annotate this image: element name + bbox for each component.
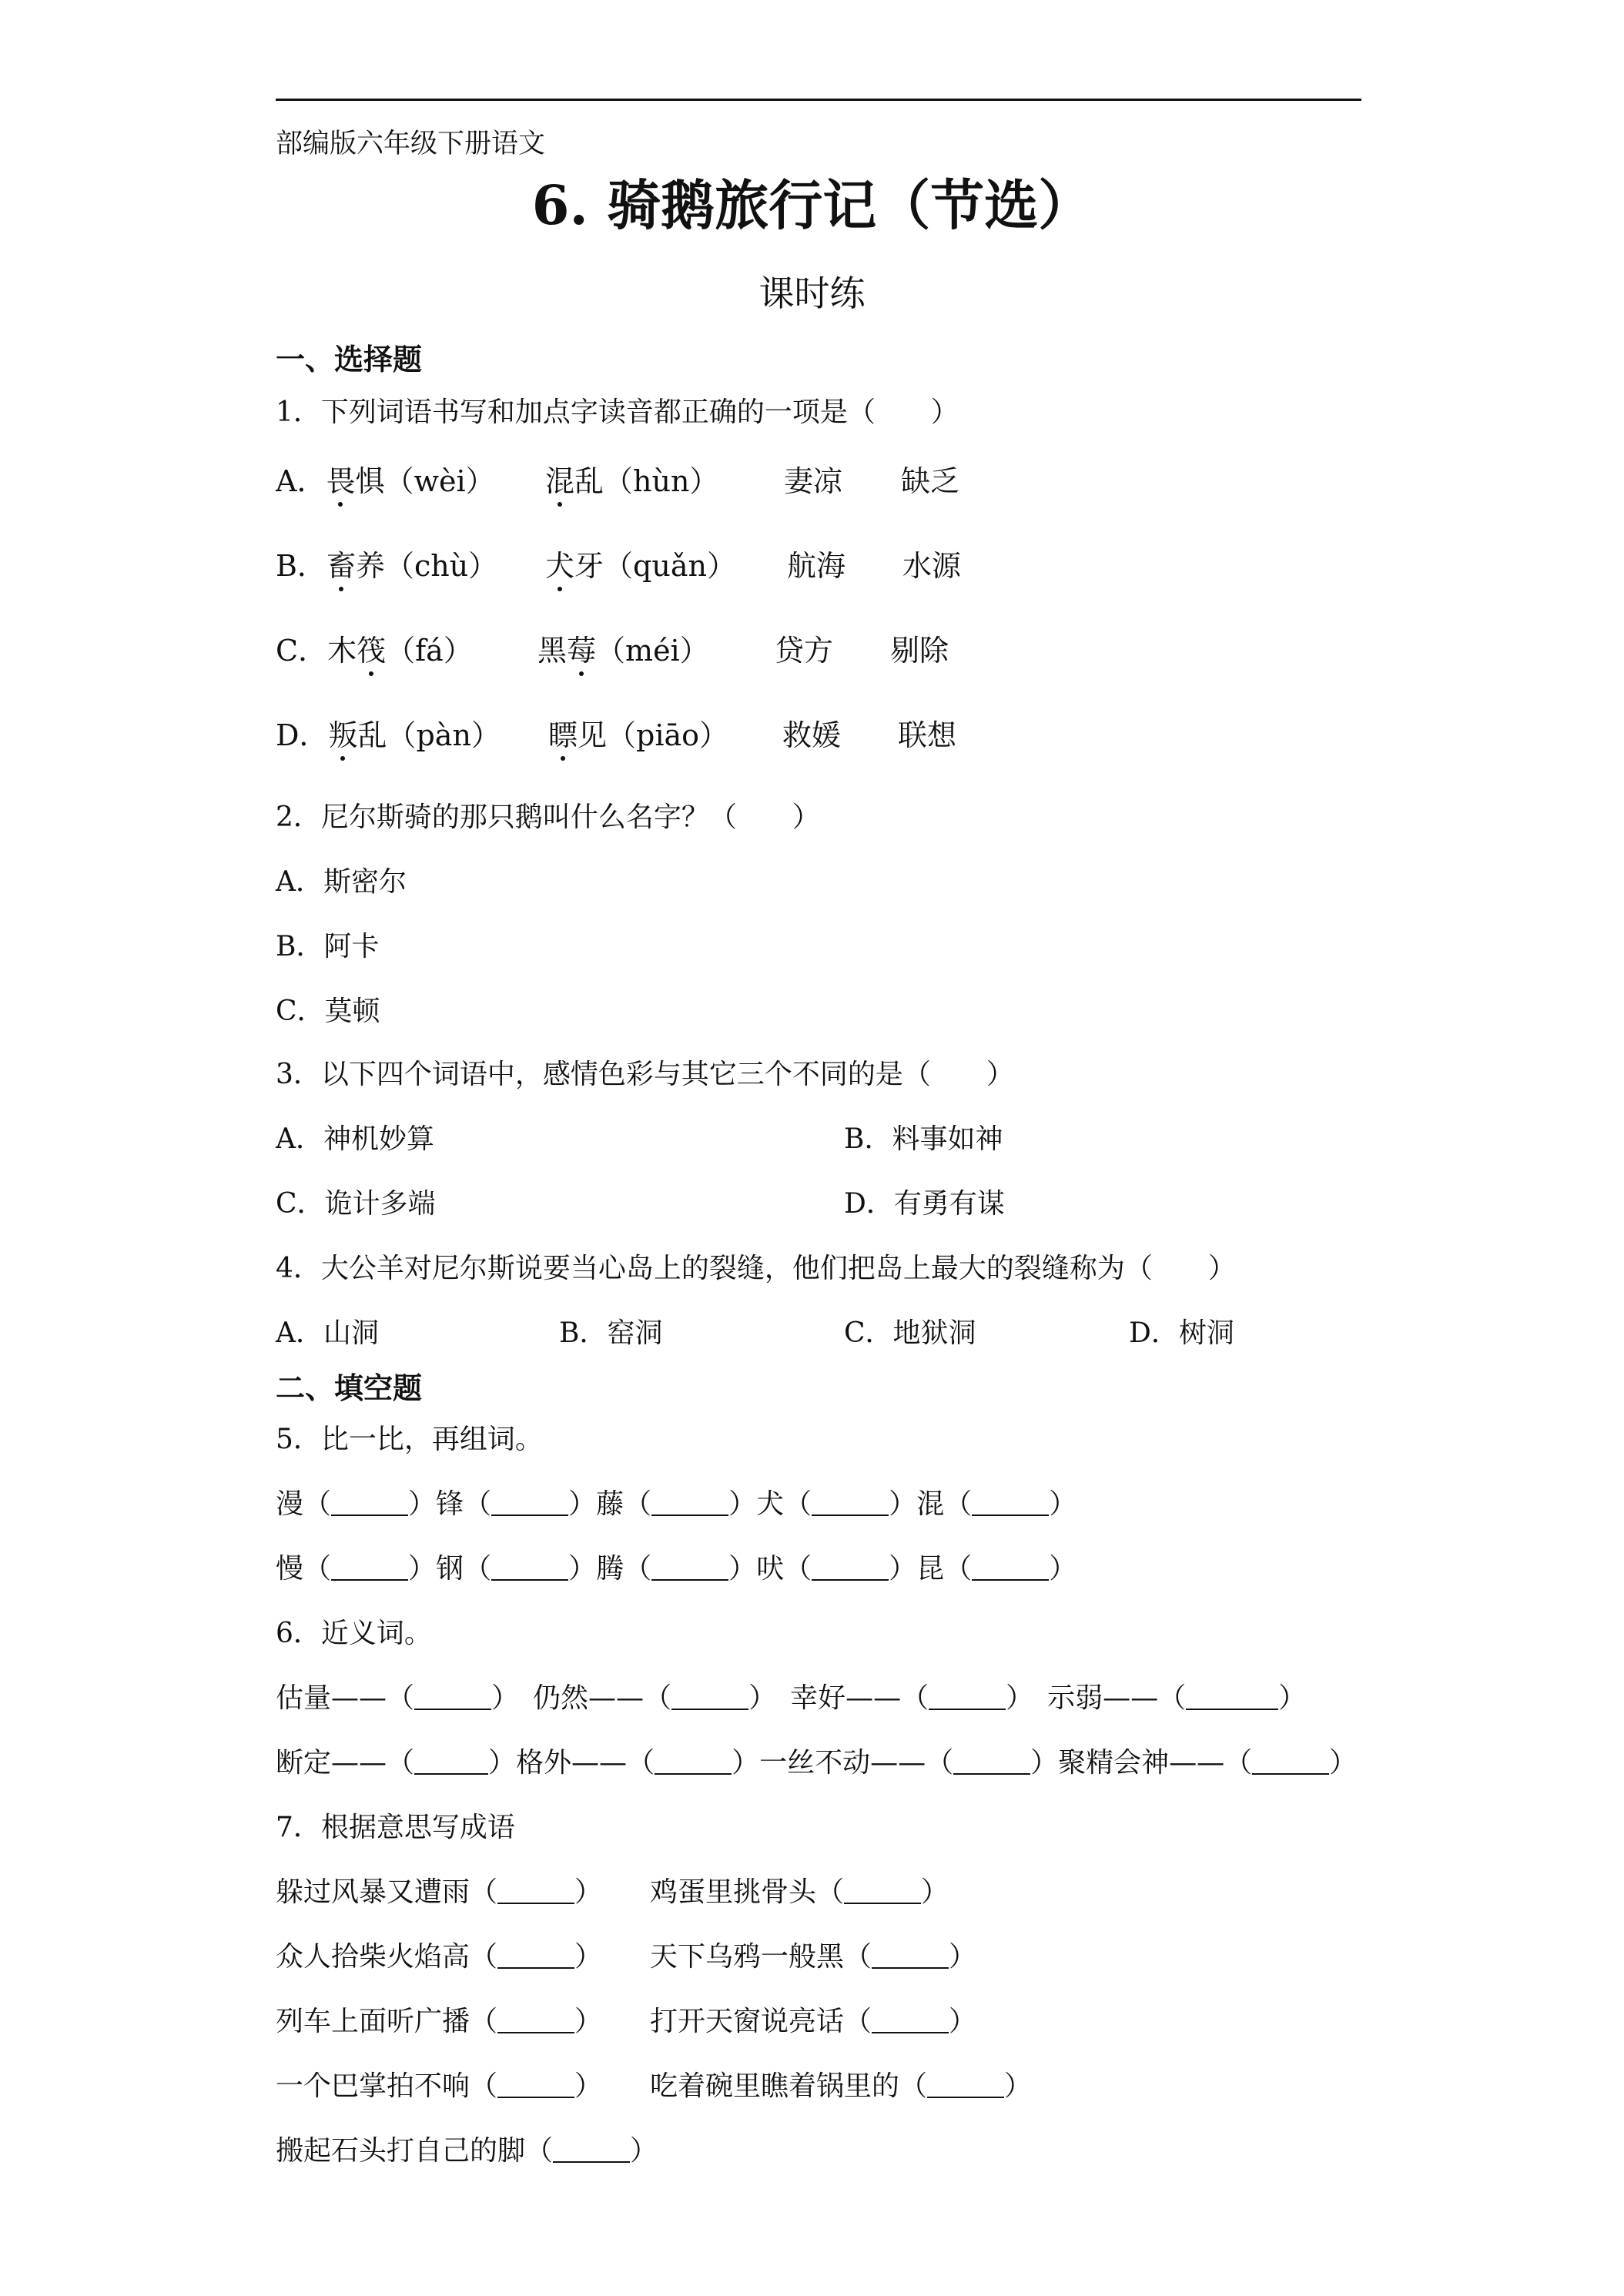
answer-blank[interactable] [972,1491,1049,1516]
meaning: 众人拾柴火焰高 [276,1941,470,1973]
question-2-stem: 2．尼尔斯骑的那只鹅叫什么名字？（ ） [276,802,820,833]
paren: ） [1329,1747,1358,1779]
dotted-char: 筏 [357,634,387,668]
q3-option-b: B．料事如神 [844,1123,1003,1155]
answer-blank[interactable] [651,1491,728,1516]
word: 乱（pàn） [357,718,501,752]
q1-b-word-2 [545,551,736,581]
q1-b-word-3: 航海 [787,549,846,583]
q4-option-c: C．地狱洞 [844,1317,976,1349]
q1-b-word-4: 水源 [902,549,962,583]
paren: ） [488,1747,517,1779]
char: 锋 [436,1488,464,1520]
word: 仍然—— [533,1682,645,1714]
q1-option-a [276,464,495,498]
subject-label: 部编版六年级下册语文 [276,129,546,159]
paren: ） [630,2135,658,2167]
q7-left-5 [276,2137,658,2165]
q1-option-d [276,718,501,752]
q1-c-word-4: 剔除 [890,634,949,668]
meaning: 鸡蛋里挑骨头 [650,1876,817,1908]
char: 漫 [276,1488,304,1520]
paren: （ [944,1488,973,1520]
answer-blank[interactable] [812,1491,889,1516]
word: 养（chù） [355,549,498,583]
paren: （ [470,2006,498,2037]
q1-option-c [276,634,473,668]
word: 木 [327,634,357,668]
q7-left-3 [276,2008,602,2036]
paren: ） [568,1488,597,1520]
answer-blank[interactable] [872,1944,949,1969]
word: 一丝不动—— [759,1747,926,1779]
q5-row-2 [276,1555,1077,1583]
paren: ） [732,1747,760,1779]
word: 牙（quǎn） [574,549,736,583]
q1-a-word-4: 缺乏 [901,464,960,498]
word: （fá） [386,634,473,668]
answer-blank[interactable] [872,2009,949,2033]
paren: （ [470,1941,498,1973]
word: 见（piāo） [578,718,729,752]
page-title: 6. 骑鹅旅行记（节选） [531,173,1093,237]
answer-blank[interactable] [331,1556,408,1581]
paren: ） [1030,1747,1059,1779]
char: 吠 [756,1553,785,1585]
paren: ） [568,1553,597,1585]
q1-a-word-2 [545,464,719,498]
paren: （ [944,1553,973,1585]
paren: ） [574,1941,603,1973]
word: （méi） [596,634,709,668]
meaning: 打开天窗说亮话 [650,2006,845,2037]
q4-option-b: B．窑洞 [559,1317,663,1349]
paren: ） [728,1553,757,1585]
answer-blank[interactable] [1252,1750,1329,1775]
paren: ） [1049,1553,1077,1585]
q2-option-a: A．斯密尔 [276,866,407,898]
paren: ） [889,1553,917,1585]
answer-blank[interactable] [972,1556,1049,1581]
paren: （ [901,1682,929,1714]
paren: ） [1004,2070,1033,2102]
question-3-stem: 3．以下四个词语中，感情色彩与其它三个不同的是（ ） [276,1059,1014,1090]
paren: ） [408,1553,437,1585]
q1-d-word-3: 救媛 [782,718,842,752]
answer-blank[interactable] [497,1944,574,1969]
answer-blank[interactable] [414,1685,491,1710]
paren: ） [408,1488,437,1520]
meaning: 搬起石头打自己的脚 [276,2135,526,2167]
answer-blank[interactable] [331,1491,408,1516]
q1-c-word-3: 贷方 [775,634,834,668]
word: 惧（wèi） [355,464,495,498]
q1-a-word-3: 妻凉 [784,464,843,498]
q1-d-word-4: 联想 [898,718,957,752]
char: 钢 [436,1553,464,1585]
char: 混 [916,1488,945,1520]
word: 乱（hùn） [574,464,719,498]
option-label: A． [276,464,326,498]
paren: ） [748,1682,777,1714]
paren: （ [926,1747,954,1779]
paren: （ [844,2006,872,2037]
char: 昆 [916,1553,945,1585]
q2-option-c: C．莫顿 [276,996,380,1027]
paren: （ [784,1488,812,1520]
paren: （ [470,2070,498,2102]
q7-left-2 [276,1943,602,1971]
answer-blank[interactable] [491,1556,568,1581]
paren: （ [1158,1682,1187,1714]
answer-blank[interactable] [953,1750,1030,1775]
question-7-stem: 7．根据意思写成语 [276,1812,515,1843]
meaning: 一个巴掌拍不响 [276,2070,470,2102]
word: 格外—— [516,1747,628,1779]
word: 聚精会神—— [1058,1747,1225,1779]
paren: （ [464,1553,492,1585]
q4-option-d: D．树洞 [1129,1317,1234,1349]
q1-d-word-2 [548,718,729,752]
meaning: 躲过风暴又遭雨 [276,1876,470,1908]
dotted-char: 叛 [328,718,358,752]
answer-blank[interactable] [497,1879,574,1904]
answer-blank[interactable] [927,2073,1004,2098]
answer-blank[interactable] [844,1879,921,1904]
q5-row-1 [276,1488,1077,1520]
paren: （ [1224,1747,1253,1779]
q3-option-d: D．有勇有谋 [844,1188,1005,1220]
paren: （ [624,1488,652,1520]
dotted-char: 犬 [545,549,575,583]
q6-row-2 [276,1749,1357,1777]
section-heading-choice: 一、选择题 [276,342,423,377]
answer-blank[interactable] [497,2009,574,2033]
answer-blank[interactable] [491,1491,568,1516]
dotted-char: 莓 [567,634,597,668]
paren: （ [464,1488,492,1520]
paren: ） [574,1876,603,1908]
q3-option-a: A．神机妙算 [276,1123,434,1155]
paren: ） [728,1488,757,1520]
paren: ） [949,2006,977,2037]
q1-option-b [276,551,497,581]
question-6-stem: 6．近义词。 [276,1618,432,1649]
q7-left-1 [276,1876,603,1908]
word: 黑 [537,634,568,668]
q7-left-4 [276,2070,603,2102]
question-4-stem: 4．大公羊对尼尔斯说要当心岛上的裂缝，他们把岛上最大的裂缝称为（ ） [276,1253,1236,1284]
meaning: 天下乌鸦一般黑 [650,1941,845,1973]
paren: （ [525,2135,554,2167]
paren: （ [644,1682,672,1714]
paren: （ [899,2070,928,2102]
option-label: C． [276,634,328,668]
q7-right-4 [650,2070,1033,2102]
paren: （ [303,1553,332,1585]
paren: （ [387,1747,415,1779]
paren: ） [1006,1682,1034,1714]
word: 断定—— [276,1747,387,1779]
char: 腾 [596,1553,624,1585]
answer-blank[interactable] [1186,1685,1278,1710]
answer-blank[interactable] [812,1556,889,1581]
meaning: 列车上面听广播 [276,2006,470,2037]
q7-right-3 [650,2008,976,2036]
q4-option-a: A．山洞 [276,1317,379,1349]
paren: ） [1278,1682,1307,1714]
option-label: D． [276,718,329,752]
section-heading-fill: 二、填空题 [276,1371,423,1405]
q7-right-1 [650,1876,949,1908]
word: 估量—— [276,1682,387,1714]
paren: ） [921,1876,949,1908]
word: 幸好—— [790,1682,902,1714]
header-rule [276,99,1361,101]
answer-blank[interactable] [929,1685,1006,1710]
paren: （ [387,1682,415,1714]
paren: ） [889,1488,917,1520]
paren: ） [949,1941,977,1973]
q1-c-word-2 [537,634,709,668]
answer-blank[interactable] [414,1750,488,1775]
paren: （ [303,1488,332,1520]
paren: ） [574,2006,603,2037]
paren: ） [491,1682,520,1714]
answer-blank[interactable] [655,1750,732,1775]
dotted-char: 畏 [326,464,356,498]
q3-option-c: C．诡计多端 [276,1188,436,1220]
q2-option-b: B．阿卡 [276,931,380,962]
paren: （ [816,1876,845,1908]
paren: （ [627,1747,655,1779]
paren: ） [574,2070,603,2102]
question-5-stem: 5．比一比，再组词。 [276,1424,543,1455]
dotted-char: 畜 [326,549,356,583]
answer-blank[interactable] [497,2073,574,2098]
q7-right-2 [650,1943,976,1971]
answer-blank[interactable] [671,1685,748,1710]
paren: （ [624,1553,652,1585]
char: 藤 [596,1488,624,1520]
meaning: 吃着碗里瞧着锅里的 [650,2070,900,2102]
answer-blank[interactable] [553,2138,630,2163]
q6-row-1 [276,1682,1307,1714]
paren: ） [1049,1488,1077,1520]
paren: （ [844,1941,872,1973]
question-1-stem: 1．下列词语书写和加点字读音都正确的一项是（ ） [276,397,959,428]
paren: （ [470,1876,498,1908]
paren: （ [784,1553,812,1585]
word: 示弱—— [1047,1682,1159,1714]
dotted-char: 混 [545,464,575,498]
char: 慢 [276,1553,304,1585]
dotted-char: 瞟 [548,718,578,752]
option-label: B． [276,549,326,583]
page-subtitle: 课时练 [758,273,866,314]
char: 犬 [756,1488,785,1520]
answer-blank[interactable] [651,1556,728,1581]
